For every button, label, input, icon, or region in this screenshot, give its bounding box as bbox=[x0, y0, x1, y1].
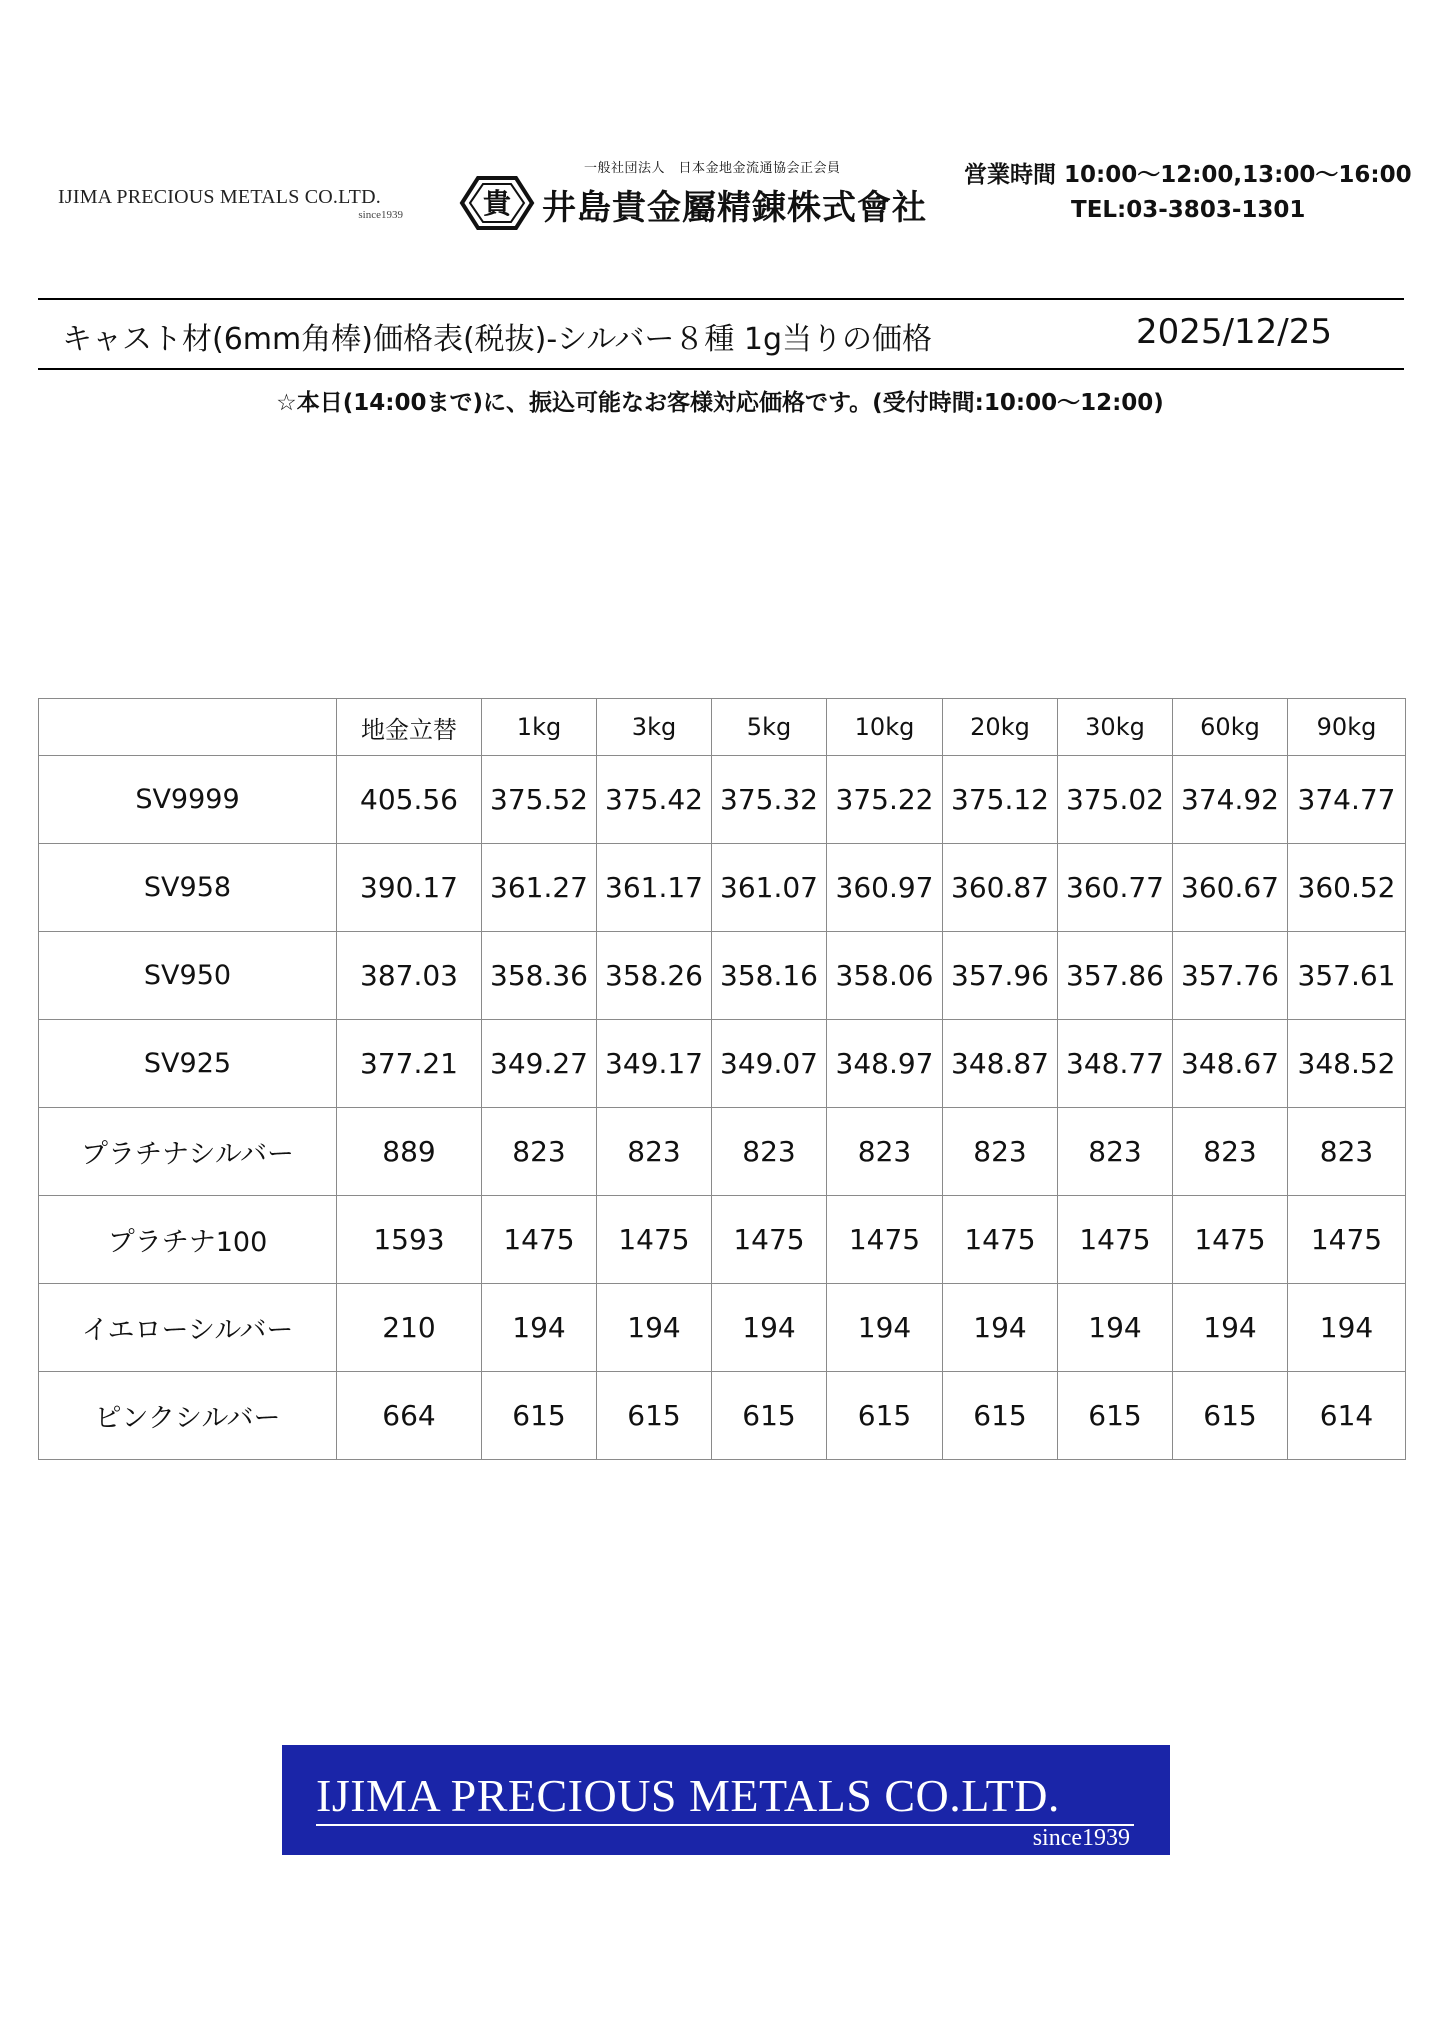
header-cell: 60kg bbox=[1173, 699, 1288, 756]
row-label: SV950 bbox=[39, 932, 337, 1020]
contact-info bbox=[964, 156, 1412, 223]
price-cell: 375.42 bbox=[597, 756, 712, 844]
row-label: ピンクシルバー bbox=[39, 1372, 337, 1460]
table-header bbox=[39, 699, 1406, 756]
table-row bbox=[39, 1372, 1406, 1460]
price-cell: 1475 bbox=[482, 1196, 597, 1284]
price-cell: 360.87 bbox=[943, 844, 1058, 932]
price-cell: 615 bbox=[482, 1372, 597, 1460]
price-cell: 1475 bbox=[1173, 1196, 1288, 1284]
price-cell: 375.02 bbox=[1058, 756, 1173, 844]
price-cell: 194 bbox=[597, 1284, 712, 1372]
banner-underline bbox=[316, 1824, 1134, 1826]
price-cell: 374.92 bbox=[1173, 756, 1288, 844]
price-cell: 615 bbox=[943, 1372, 1058, 1460]
price-cell: 361.17 bbox=[597, 844, 712, 932]
table-row bbox=[39, 1196, 1406, 1284]
price-cell: 357.61 bbox=[1288, 932, 1406, 1020]
table-row bbox=[39, 756, 1406, 844]
price-cell: 1593 bbox=[337, 1196, 482, 1284]
price-cell: 1475 bbox=[827, 1196, 943, 1284]
price-cell: 1475 bbox=[1288, 1196, 1406, 1284]
banner-since: since1939 bbox=[1032, 1825, 1130, 1851]
price-cell: 360.97 bbox=[827, 844, 943, 932]
price-cell: 374.77 bbox=[1288, 756, 1406, 844]
price-cell: 358.26 bbox=[597, 932, 712, 1020]
price-cell: 615 bbox=[712, 1372, 827, 1460]
header-cell bbox=[39, 699, 337, 756]
price-cell: 194 bbox=[943, 1284, 1058, 1372]
header-cell: 5kg bbox=[712, 699, 827, 756]
price-cell: 360.67 bbox=[1173, 844, 1288, 932]
notice-text: ☆本日(14:00まで)に、振込可能なお客様対応価格です。(受付時間:10:00～12:00) bbox=[276, 390, 1164, 416]
price-cell: 823 bbox=[1058, 1108, 1173, 1196]
header-cell: 地金立替 bbox=[337, 699, 482, 756]
price-cell: 390.17 bbox=[337, 844, 482, 932]
row-label: イエローシルバー bbox=[39, 1284, 337, 1372]
price-cell: 889 bbox=[337, 1108, 482, 1196]
banner-company-name: IJIMA PRECIOUS METALS CO.LTD. bbox=[316, 1770, 1060, 1821]
price-cell: 361.27 bbox=[482, 844, 597, 932]
row-label: SV958 bbox=[39, 844, 337, 932]
price-cell: 664 bbox=[337, 1372, 482, 1460]
table-row bbox=[39, 1108, 1406, 1196]
price-cell: 194 bbox=[712, 1284, 827, 1372]
header-cell: 3kg bbox=[597, 699, 712, 756]
price-cell: 823 bbox=[827, 1108, 943, 1196]
price-cell: 194 bbox=[1173, 1284, 1288, 1372]
row-label: プラチナシルバー bbox=[39, 1108, 337, 1196]
price-cell: 375.22 bbox=[827, 756, 943, 844]
price-cell: 387.03 bbox=[337, 932, 482, 1020]
row-label: SV9999 bbox=[39, 756, 337, 844]
price-cell: 1475 bbox=[943, 1196, 1058, 1284]
price-cell: 348.67 bbox=[1173, 1020, 1288, 1108]
company-logo-left bbox=[58, 186, 403, 221]
header-cell: 30kg bbox=[1058, 699, 1173, 756]
price-cell: 1475 bbox=[597, 1196, 712, 1284]
header-cell: 1kg bbox=[482, 699, 597, 756]
price-cell: 1475 bbox=[712, 1196, 827, 1284]
logo-since: since1939 bbox=[358, 209, 403, 221]
row-label: プラチナ100 bbox=[39, 1196, 337, 1284]
table-row bbox=[39, 1020, 1406, 1108]
company-name: 井島貴金屬精錬株式會社 bbox=[542, 188, 927, 228]
row-label: SV925 bbox=[39, 1020, 337, 1108]
logo-company-name: IJIMA PRECIOUS METALS CO.LTD. bbox=[58, 186, 381, 208]
price-cell: 823 bbox=[597, 1108, 712, 1196]
price-cell: 375.52 bbox=[482, 756, 597, 844]
price-cell: 823 bbox=[1173, 1108, 1288, 1196]
price-cell: 358.06 bbox=[827, 932, 943, 1020]
header-row bbox=[39, 699, 1406, 756]
price-table bbox=[38, 698, 1406, 1460]
company-emblem-icon bbox=[456, 172, 538, 234]
page-title: キャスト材(6mm角棒)価格表(税抜)-シルバー８種 1g当りの価格 bbox=[62, 322, 932, 357]
price-cell: 349.17 bbox=[597, 1020, 712, 1108]
price-cell: 375.32 bbox=[712, 756, 827, 844]
price-cell: 823 bbox=[943, 1108, 1058, 1196]
price-cell: 348.97 bbox=[827, 1020, 943, 1108]
table-row bbox=[39, 1284, 1406, 1372]
price-cell: 358.36 bbox=[482, 932, 597, 1020]
title-bar bbox=[38, 298, 1404, 370]
header-cell: 90kg bbox=[1288, 699, 1406, 756]
business-hours: 営業時間 10:00～12:00,13:00～16:00 bbox=[964, 162, 1412, 188]
price-cell: 360.52 bbox=[1288, 844, 1406, 932]
price-cell: 348.52 bbox=[1288, 1020, 1406, 1108]
price-cell: 615 bbox=[827, 1372, 943, 1460]
company-banner bbox=[282, 1745, 1170, 1855]
price-cell: 823 bbox=[712, 1108, 827, 1196]
table-row bbox=[39, 844, 1406, 932]
price-cell: 1475 bbox=[1058, 1196, 1173, 1284]
header-cell: 20kg bbox=[943, 699, 1058, 756]
price-cell: 357.86 bbox=[1058, 932, 1173, 1020]
price-cell: 361.07 bbox=[712, 844, 827, 932]
price-cell: 194 bbox=[482, 1284, 597, 1372]
price-cell: 349.27 bbox=[482, 1020, 597, 1108]
price-cell: 405.56 bbox=[337, 756, 482, 844]
price-cell: 348.87 bbox=[943, 1020, 1058, 1108]
price-cell: 615 bbox=[1058, 1372, 1173, 1460]
price-cell: 823 bbox=[1288, 1108, 1406, 1196]
price-cell: 375.12 bbox=[943, 756, 1058, 844]
header-cell: 10kg bbox=[827, 699, 943, 756]
price-cell: 349.07 bbox=[712, 1020, 827, 1108]
table-body bbox=[39, 756, 1406, 1460]
price-cell: 614 bbox=[1288, 1372, 1406, 1460]
price-date: 2025/12/25 bbox=[1136, 312, 1332, 352]
price-cell: 823 bbox=[482, 1108, 597, 1196]
price-cell: 194 bbox=[827, 1284, 943, 1372]
price-cell: 194 bbox=[1288, 1284, 1406, 1372]
price-cell: 377.21 bbox=[337, 1020, 482, 1108]
price-cell: 357.96 bbox=[943, 932, 1058, 1020]
telephone: TEL:03-3803-1301 bbox=[1071, 197, 1306, 223]
price-cell: 360.77 bbox=[1058, 844, 1173, 932]
table-row bbox=[39, 932, 1406, 1020]
price-cell: 615 bbox=[597, 1372, 712, 1460]
price-cell: 348.77 bbox=[1058, 1020, 1173, 1108]
price-cell: 615 bbox=[1173, 1372, 1288, 1460]
price-cell: 194 bbox=[1058, 1284, 1173, 1372]
price-cell: 357.76 bbox=[1173, 932, 1288, 1020]
emblem-glyph: 貴 bbox=[482, 187, 512, 220]
association-membership: 一般社団法人 日本金地金流通協会正会員 bbox=[584, 161, 841, 176]
price-cell: 358.16 bbox=[712, 932, 827, 1020]
price-cell: 210 bbox=[337, 1284, 482, 1372]
